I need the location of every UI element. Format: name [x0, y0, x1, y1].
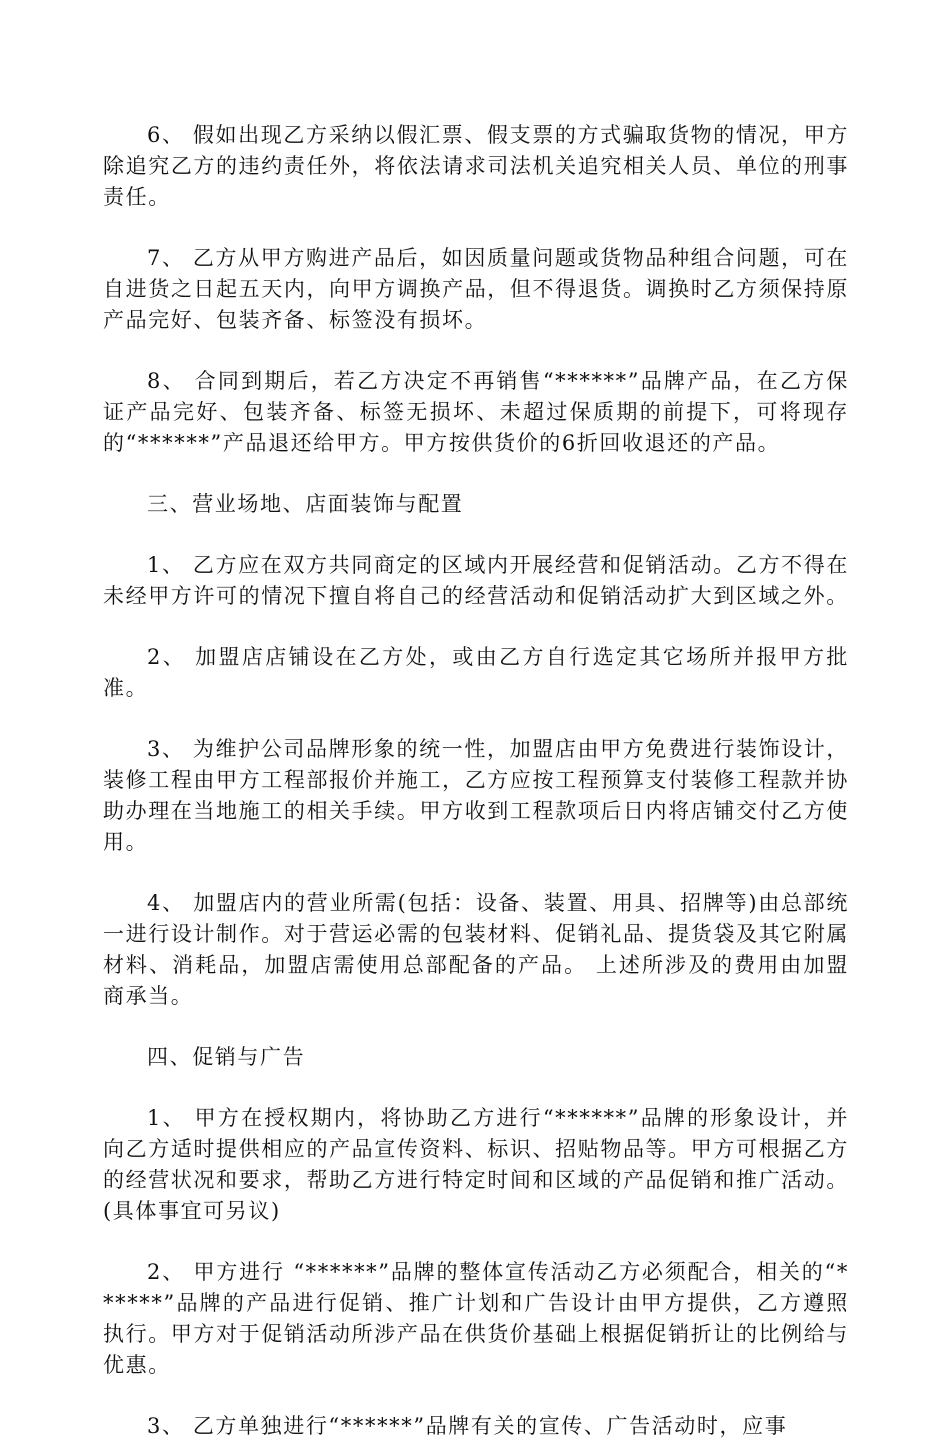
section3-clause-4: 4、 加盟店内的营业所需(包括：设备、装置、用具、招牌等)由总部统一进行设计制作。对于营运必需的包装材料、促销礼品、提货袋及其它附属材料、消耗品，加盟店需使用总部配备的产品。 上述所涉及的费用由加盟商承当。 — [103, 891, 849, 1008]
section3-clause-3: 3、 为维护公司品牌形象的统一性，加盟店由甲方免费进行装饰设计，装修工程由甲方工程部报价并施工，乙方应按工程预算支付装修工程款并协助办理在当地施工的相关手续。甲方收到工程款项后日内将店铺交付乙方使用。 — [103, 737, 849, 854]
section3-clause-2: 2、 加盟店店铺设在乙方处，或由乙方自行选定其它场所并报甲方批准。 — [103, 645, 849, 700]
clause-7: 7、 乙方从甲方购进产品后，如因质量问题或货物品种组合问题，可在自进货之日起五天内，向甲方调换产品，但不得退货。调换时乙方须保持原产品完好、包装齐备、标签没有损坏。 — [103, 246, 849, 332]
clause-8: 8、 合同到期后，若乙方决定不再销售“******”品牌产品，在乙方保证产品完好、包装齐备、标签无损坏、未超过保质期的前提下，可将现存的“******”产品退还给甲方。甲方按供货价的6折回收退还的产品。 — [103, 369, 849, 455]
section3-clause-1: 1、 乙方应在双方共同商定的区域内开展经营和促销活动。乙方不得在未经甲方许可的情况下擅自将自己的经营活动和促销活动扩大到区域之外。 — [103, 553, 849, 608]
clause-6: 6、 假如出现乙方采纳以假汇票、假支票的方式骗取货物的情况，甲方除追究乙方的违约责任外，将依法请求司法机关追究相关人员、单位的刑事责任。 — [103, 123, 849, 209]
section4-clause-2: 2、 甲方进行 “******”品牌的整体宣传活动乙方必须配合，相关的“******”品牌的产品进行促销、推广计划和广告设计由甲方提供，乙方遵照执行。甲方对于促销活动所涉产品在供货价基础上根据促销折让的比例给与优惠。 — [103, 1260, 849, 1377]
section4-clause-3: 3、 乙方单独进行“******”品牌有关的宣传、广告活动时，应事 — [147, 1414, 788, 1438]
section-heading-3: 三、营业场地、店面装饰与配置 — [147, 492, 464, 516]
document-body — [103, 120, 849, 1442]
section-heading-4: 四、促销与广告 — [147, 1045, 306, 1069]
section4-clause-1: 1、 甲方在授权期内，将协助乙方进行“******”品牌的形象设计，并向乙方适时提供相应的产品宣传资料、标识、招贴物品等。甲方可根据乙方的经营状况和要求，帮助乙方进行特定时间和区域的产品促销和推广活动。(具体事宜可另议) — [103, 1106, 849, 1223]
